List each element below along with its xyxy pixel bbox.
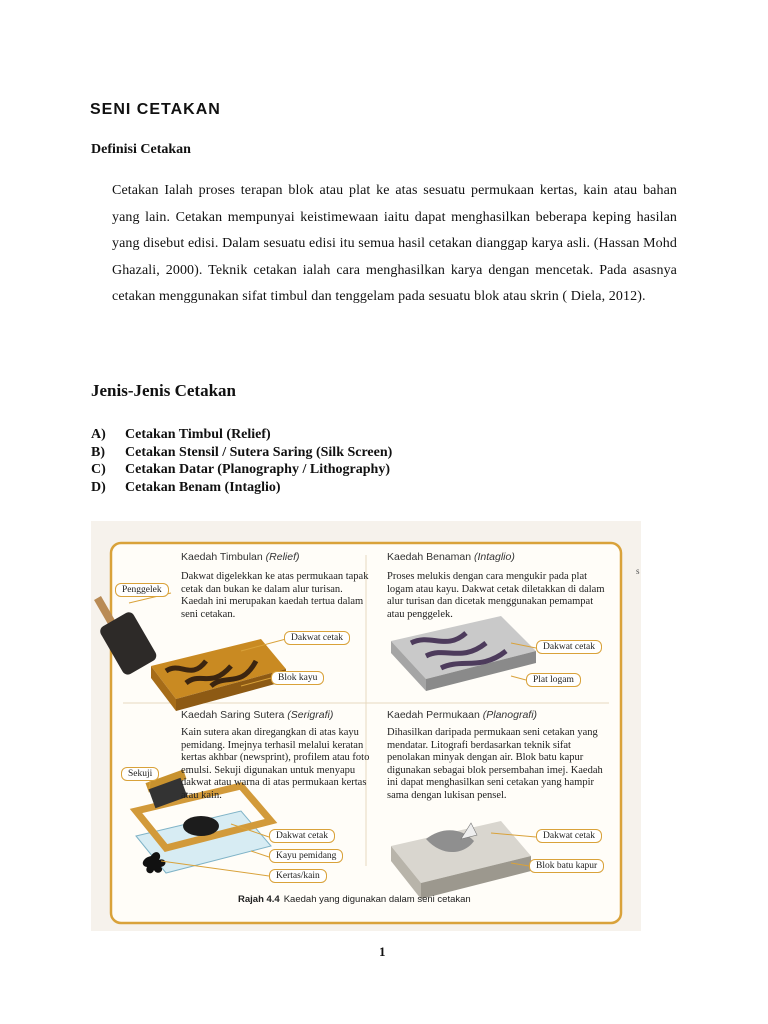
list-item	[91, 426, 392, 444]
panel-title-serigraphy	[181, 709, 333, 721]
definition-paragraph: Cetakan Ialah proses terapan blok atau plat ke atas sesuatu permukaan kertas, kain atau bahan yang lain. Cetakan mempunyai keistimewaan iaitu dapat menghasilkan beberapa keping hasilan yang disebut edisi. Dalam sesuatu edisi itu semua hasil cetakan dianggap karya asli. (Hassan Mohd Ghazali, 2000). Teknik cetakan ialah cara menghasilkan karya dengan mencetak. Pada asasnya cetakan menggunakan sifat timbul dan tenggelam pada sesuatu blok atau skrin ( Diela, 2012).	[112, 183, 677, 304]
list-item-text: Cetakan Stensil / Sutera Saring (Silk Screen)	[125, 444, 393, 460]
list-item-text: Cetakan Timbul (Relief)	[125, 427, 271, 442]
panel-text-serigraphy: Kain sutera akan diregangkan di atas kayu pemidang. Imejnya terhasil melalui keratan kertas akhbar (newsprint), profilem atau foto emulsi. Sekuji digunakan untuk menyapu dakwat atau warna di atas permukaan kertas atau kain.	[181, 727, 370, 801]
panel-title-italic: (Planografi)	[482, 709, 538, 721]
callout-squeegee: Sekuji	[121, 767, 159, 781]
list-item-text: Cetakan Benam (Intaglio)	[125, 479, 281, 495]
document-title: SENI CETAKAN	[90, 101, 221, 118]
caption-label: Rajah 4.4	[238, 894, 280, 905]
caption-text: Kaedah yang digunakan dalam seni cetakan	[283, 894, 471, 905]
callout-wood-block: Blok kayu	[271, 671, 324, 685]
panel-title-text: Kaedah Saring Sutera	[181, 709, 285, 721]
list-item-text: Cetakan Datar (Planography / Lithography)	[125, 462, 390, 477]
callout-roller: Penggelek	[115, 583, 169, 597]
callout-metal-plate: Plat logam	[526, 673, 581, 687]
printing-methods-figure	[91, 521, 641, 931]
panel-title-planography	[387, 709, 537, 721]
panel-text-intaglio: Proses melukis dengan cara mengukir pada plat logam atau kayu. Dakwat cetak diletakkan di dalam alur turisan dan dicetak menggunakan pemampat atau penggelek.	[387, 571, 605, 620]
types-heading: Jenis-Jenis Cetakan	[91, 381, 236, 400]
callout-frame: Kayu pemidang	[269, 849, 343, 863]
list-item	[91, 479, 392, 497]
list-item	[91, 461, 392, 479]
callout-ink: Dakwat cetak	[536, 829, 602, 843]
page-number: 1	[379, 944, 386, 959]
list-item-label: A)	[91, 427, 106, 442]
panel-text-planography: Dihasilkan daripada permukaan seni cetakan yang mendatar. Litografi berdasarkan teknik sifat penolakan minyak dengan air. Blok batu kapur digunakan sebagai blok persembahan imej. Kaedah ini dapat menghasilkan seni cetakan yang hampir sama dengan lukisan pensel.	[387, 727, 603, 801]
list-item-label: C)	[91, 462, 106, 477]
panel-title-text: Kaedah Timbulan	[181, 551, 263, 563]
types-list	[91, 426, 392, 496]
panel-title-relief	[181, 551, 300, 563]
callout-limestone: Blok batu kapur	[529, 859, 604, 873]
panel-title-italic: (Intaglio)	[474, 551, 515, 563]
callout-ink: Dakwat cetak	[536, 640, 602, 654]
list-item-label: B)	[91, 444, 105, 460]
panel-text-relief: Dakwat digelekkan ke atas permukaan tapak cetak dan bukan ke dalam alur turisan. Kaedah ini merupakan kaedah tertua dalam seni cetakan.	[181, 571, 369, 620]
list-item-label: D)	[91, 479, 106, 495]
panel-title-text: Kaedah Permukaan	[387, 709, 480, 721]
callout-ink: Dakwat cetak	[284, 631, 350, 645]
stray-mark: s	[636, 566, 640, 576]
figure-caption	[238, 894, 471, 905]
list-item	[91, 444, 392, 462]
callout-paper: Kertas/kain	[269, 869, 327, 883]
panel-title-intaglio	[387, 551, 515, 563]
panel-title-italic: (Relief)	[265, 551, 300, 563]
panel-title-italic: (Serigrafi)	[287, 709, 334, 721]
panel-title-text: Kaedah Benaman	[387, 551, 472, 563]
callout-ink: Dakwat cetak	[269, 829, 335, 843]
definition-heading: Definisi Cetakan	[91, 142, 191, 157]
